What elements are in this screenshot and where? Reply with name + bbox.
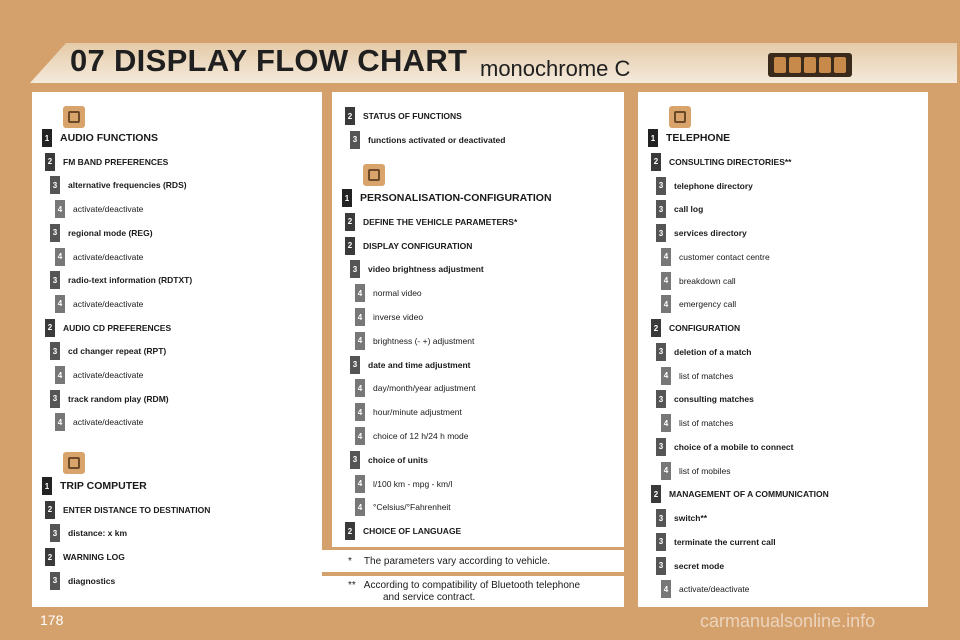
level-badge: 4 — [55, 366, 65, 384]
list-item — [45, 547, 125, 567]
level-badge: 4 — [55, 295, 65, 313]
level-badge: 1 — [42, 477, 52, 495]
footnote-2: ** According to compatibility of Bluetooth telephone and service contract. — [320, 576, 624, 607]
level-badge: 3 — [656, 438, 666, 456]
level-badge: 3 — [350, 131, 360, 149]
list-item-label: distance: x km — [68, 528, 128, 539]
list-item — [350, 130, 505, 150]
panel-telephone — [638, 92, 928, 607]
footnote-1: * The parameters vary according to vehicle. — [320, 550, 624, 572]
settings-icon — [363, 164, 385, 186]
fuel-pump-icon — [63, 452, 85, 474]
level-badge: 3 — [50, 176, 60, 194]
list-item-label: hour/minute adjustment — [373, 407, 462, 418]
list-item — [50, 341, 166, 361]
list-item — [656, 508, 707, 528]
list-item-label: CHOICE OF LANGUAGE — [363, 526, 462, 537]
list-item — [50, 523, 127, 543]
level-badge: 3 — [50, 524, 60, 542]
level-badge: 3 — [656, 533, 666, 551]
list-item-label: activate/deactivate — [73, 370, 144, 380]
list-item-label: activate/deactivate — [73, 251, 144, 262]
list-item — [50, 389, 169, 409]
level-badge: 3 — [50, 390, 60, 408]
list-item-label: video brightness adjustment — [368, 264, 484, 275]
list-item-label: telephone directory — [674, 180, 753, 191]
level-badge: 4 — [355, 379, 365, 397]
list-item-label: call log — [674, 204, 704, 215]
list-item-label: CONFIGURATION — [669, 323, 741, 333]
level-badge: 3 — [656, 343, 666, 361]
level-badge: 4 — [55, 200, 65, 218]
list-item-label: services directory — [674, 228, 747, 238]
list-item — [651, 152, 791, 172]
list-item — [661, 294, 736, 314]
list-item-label: CONSULTING DIRECTORIES** — [669, 156, 792, 167]
level-badge: 2 — [651, 319, 661, 337]
level-badge: 2 — [45, 548, 55, 566]
list-item-label: TELEPHONE — [666, 132, 731, 144]
list-item — [661, 366, 733, 386]
list-item-label: °Celsius/°Fahrenheit — [373, 502, 451, 513]
list-item — [55, 247, 143, 267]
phone-icon — [669, 106, 691, 128]
level-badge: 4 — [355, 427, 365, 445]
level-badge: 3 — [656, 177, 666, 195]
level-badge: 4 — [355, 308, 365, 326]
level-badge: 3 — [350, 260, 360, 278]
level-badge: 4 — [661, 462, 671, 480]
level-badge: 3 — [656, 509, 666, 527]
page-number: 178 — [40, 612, 64, 628]
list-item-label: choice of a mobile to connect — [674, 441, 794, 452]
list-item — [661, 247, 770, 267]
level-badge: 1 — [648, 129, 658, 147]
list-item-label: alternative frequencies (RDS) — [68, 180, 187, 191]
panel-status-personalisation — [332, 92, 624, 547]
list-item-label: FM BAND PREFERENCES — [63, 156, 169, 167]
list-item — [656, 223, 747, 243]
list-item — [656, 176, 753, 196]
level-badge: 4 — [661, 367, 671, 385]
level-badge: 2 — [345, 522, 355, 540]
list-item — [45, 500, 210, 520]
list-item-label: track random play (RDM) — [68, 393, 169, 404]
level-badge: 4 — [661, 414, 671, 432]
list-item — [342, 188, 552, 208]
list-item-label: ENTER DISTANCE TO DESTINATION — [63, 504, 211, 515]
list-item — [355, 331, 474, 351]
list-item — [656, 556, 724, 576]
level-badge: 3 — [656, 200, 666, 218]
radio-icon — [63, 106, 85, 128]
page-subtitle: monochrome C — [480, 56, 631, 81]
list-item — [355, 402, 462, 422]
level-badge: 4 — [661, 580, 671, 598]
list-item — [656, 389, 754, 409]
list-item-label: inverse video — [373, 312, 424, 322]
level-badge: 3 — [50, 572, 60, 590]
list-item-label: activate/deactivate — [73, 417, 144, 428]
level-badge: 4 — [661, 248, 671, 266]
list-item-label: cd changer repeat (RPT) — [68, 346, 167, 357]
list-item-label: STATUS OF FUNCTIONS — [363, 111, 462, 121]
list-item-label: switch** — [674, 513, 708, 523]
list-item — [345, 212, 517, 232]
list-item — [661, 579, 749, 599]
list-item-label: radio-text information (RDTXT) — [68, 275, 193, 286]
level-badge: 3 — [50, 224, 60, 242]
list-item-label: deletion of a match — [674, 346, 752, 357]
level-badge: 2 — [651, 485, 661, 503]
list-item-label: DEFINE THE VEHICLE PARAMETERS* — [363, 216, 518, 227]
list-item — [345, 106, 462, 126]
level-badge: 3 — [50, 342, 60, 360]
list-item — [656, 342, 751, 362]
level-badge: 3 — [656, 390, 666, 408]
level-badge: 3 — [656, 224, 666, 242]
level-badge: 4 — [661, 295, 671, 313]
list-item — [661, 461, 731, 481]
level-badge: 2 — [45, 501, 55, 519]
level-badge: 2 — [45, 153, 55, 171]
list-item — [345, 521, 461, 541]
level-badge: 2 — [345, 213, 355, 231]
list-item-label: DISPLAY CONFIGURATION — [363, 240, 473, 251]
list-item — [55, 365, 143, 385]
list-item — [50, 270, 192, 290]
level-badge: 1 — [342, 189, 352, 207]
panel-audio-trip — [32, 92, 322, 607]
list-item — [42, 128, 158, 148]
level-badge: 2 — [345, 107, 355, 125]
level-badge: 3 — [350, 451, 360, 469]
list-item-label: regional mode (REG) — [68, 227, 153, 238]
list-item-label: customer contact centre — [679, 251, 770, 262]
page-title: 07 DISPLAY FLOW CHART — [70, 43, 468, 78]
list-item — [355, 474, 452, 494]
list-item-label: list of matches — [679, 370, 734, 381]
list-item-label: list of matches — [679, 418, 734, 428]
list-item — [651, 318, 740, 338]
list-item — [656, 532, 776, 552]
list-item-label: activate/deactivate — [73, 204, 144, 215]
list-item-label: date and time adjustment — [368, 359, 471, 370]
list-item-label: functions activated or deactivated — [368, 134, 506, 145]
list-item — [355, 497, 451, 517]
list-item-label: normal video — [373, 288, 422, 299]
list-item — [656, 437, 794, 457]
list-item — [55, 199, 143, 219]
list-item — [50, 571, 115, 591]
list-item — [50, 223, 153, 243]
list-item-label: breakdown call — [679, 275, 736, 286]
dashboard-display-icon — [768, 53, 852, 77]
list-item-label: activate/deactivate — [679, 584, 750, 595]
level-badge: 2 — [345, 237, 355, 255]
level-badge: 3 — [656, 557, 666, 575]
list-item — [50, 175, 187, 195]
list-item — [350, 355, 471, 375]
list-item-label: activate/deactivate — [73, 298, 144, 309]
level-badge: 4 — [55, 413, 65, 431]
level-badge: 4 — [355, 498, 365, 516]
list-item-label: TRIP COMPUTER — [60, 480, 147, 492]
list-item — [350, 259, 484, 279]
level-badge: 4 — [661, 272, 671, 290]
level-badge: 4 — [55, 248, 65, 266]
list-item — [651, 484, 829, 504]
list-item — [355, 307, 423, 327]
level-badge: 3 — [50, 271, 60, 289]
list-item-label: consulting matches — [674, 394, 754, 405]
level-badge: 4 — [355, 332, 365, 350]
list-item — [55, 412, 143, 432]
list-item-label: brightness (- +) adjustment — [373, 335, 475, 346]
level-badge: 2 — [651, 153, 661, 171]
list-item — [55, 294, 143, 314]
level-badge: 4 — [355, 284, 365, 302]
list-item — [45, 152, 168, 172]
list-item-label: AUDIO CD PREFERENCES — [63, 322, 172, 333]
list-item — [355, 426, 468, 446]
list-item — [350, 450, 428, 470]
list-item — [42, 476, 147, 496]
level-badge: 3 — [350, 356, 360, 374]
list-item — [45, 318, 171, 338]
list-item — [656, 199, 703, 219]
list-item — [661, 413, 733, 433]
list-item-label: diagnostics — [68, 575, 116, 586]
list-item-label: secret mode — [674, 560, 725, 571]
list-item-label: PERSONALISATION-CONFIGURATION — [360, 192, 552, 204]
list-item-label: WARNING LOG — [63, 552, 125, 563]
list-item-label: list of mobiles — [679, 465, 731, 476]
list-item — [355, 283, 422, 303]
level-badge: 1 — [42, 129, 52, 147]
list-item — [345, 236, 472, 256]
list-item-label: l/100 km - mpg - km/l — [373, 478, 453, 489]
list-item-label: choice of units — [368, 454, 428, 465]
list-item-label: MANAGEMENT OF A COMMUNICATION — [669, 489, 829, 500]
watermark: carmanualsonline.info — [700, 611, 876, 631]
list-item-label: emergency call — [679, 299, 737, 310]
list-item-label: AUDIO FUNCTIONS — [60, 132, 158, 144]
level-badge: 2 — [45, 319, 55, 337]
list-item-label: choice of 12 h/24 h mode — [373, 431, 469, 441]
list-item — [355, 378, 476, 398]
level-badge: 4 — [355, 403, 365, 421]
level-badge: 4 — [355, 475, 365, 493]
list-item-label: terminate the current call — [674, 536, 776, 547]
list-item-label: day/month/year adjustment — [373, 383, 476, 394]
list-item — [648, 128, 730, 148]
list-item — [661, 271, 736, 291]
